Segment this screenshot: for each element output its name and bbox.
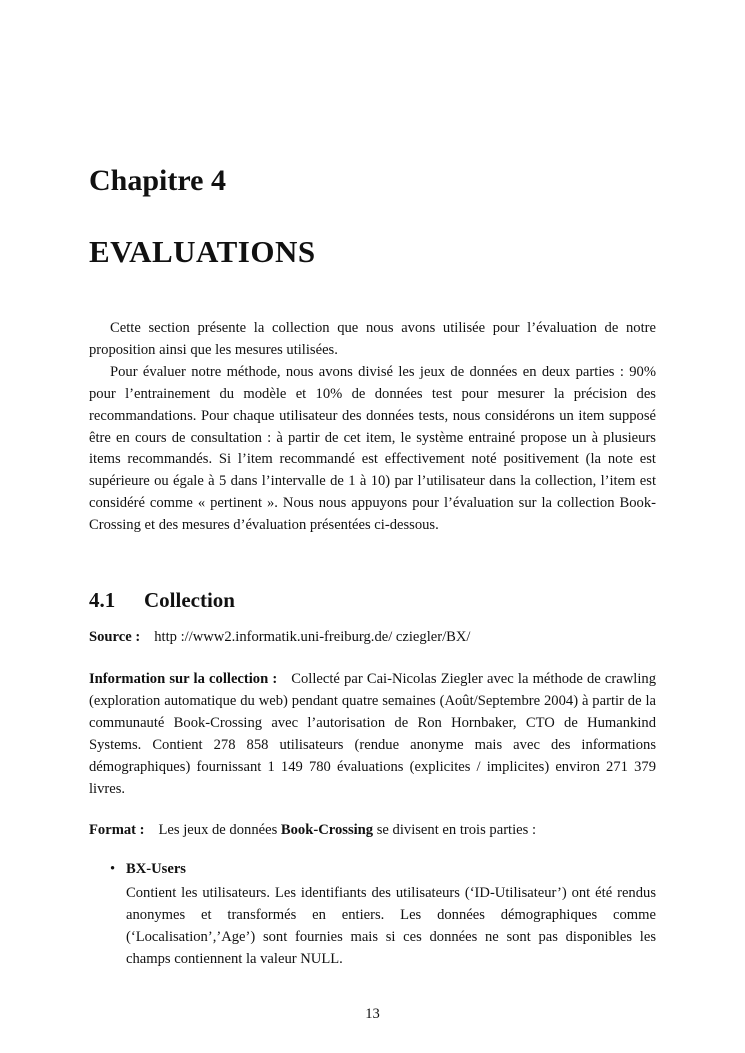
intro-paragraph-1: Cette section présente la collection que nous avons utilisée pour l’évaluation de notre proposition ainsi que les mesures utilisées. bbox=[89, 320, 656, 358]
source-line bbox=[89, 627, 656, 649]
intro-section bbox=[89, 318, 656, 537]
section-title: Collection bbox=[144, 588, 235, 612]
source-url: http ://www2.informatik.uni-freiburg.de/ cziegler/BX/ bbox=[154, 629, 471, 645]
format-text-before: Les jeux de données bbox=[158, 822, 281, 838]
format-text-after: se divisent en trois parties : bbox=[373, 822, 537, 838]
format-label: Format : bbox=[89, 822, 145, 838]
info-label: Information sur la collection : bbox=[89, 671, 278, 687]
chapter-title: EVALUATIONS bbox=[89, 234, 316, 269]
format-line bbox=[89, 820, 656, 842]
info-text: Collecté par Cai-Nicolas Ziegler avec la méthode de crawling (exploration automatique du web) pendant quatre semaines (Août/Septembre 2004) à partir de la communauté Book-Crossing avec l’autorisation de Ron Hornbaker, CTO de Humankind Systems. Contient 278 858 utilisateurs (rendue anonyme mais avec des informations démographiques) fournissant 1 149 780 évaluations (explicites / implicites) environ 271 379 livres. bbox=[89, 671, 656, 797]
bullet-heading bbox=[89, 858, 656, 880]
section-heading bbox=[89, 586, 235, 614]
bullet-title: BX-Users bbox=[126, 861, 186, 877]
intro-paragraph-2: Pour évaluer notre méthode, nous avons divisé les jeux de données en deux parties : 90% pour l’entrainement du modèle et 10% de données test pour mesurer la précision des recommandations. Pour chaque utilisateur des données tests, nous considérons un item supposé être en cours de consultation : à partir de cet item, le système entrainé propose un à plusieurs items recommandés. Si l’item recommandé est effectivement noté positivement (la note est supérieure ou égale à 5 dans l’intervalle de 1 à 10) par l’utilisateur dans la collection, l’item est considéré comme « pertinent ». Nous nous appuyons pour l’évaluation sur la collection Book-Crossing et des mesures d’évaluation présentées ci-dessous. bbox=[89, 363, 656, 534]
bullet-text: Contient les utilisateurs. Les identifiants des utilisateurs (‘ID-Utilisateur’) ont été rendus anonymes et transformés en entiers. Les données démographiques comme (‘Localisation’,’Age’) sont fournies mais si ces données ne sont pas disponibles les champs contiennent la valeur NULL. bbox=[126, 885, 656, 967]
chapter-label: Chapitre 4 bbox=[89, 164, 226, 197]
source-label: Source : bbox=[89, 629, 141, 645]
format-dataset-name: Book-Crossing bbox=[280, 822, 374, 838]
bullet-icon: • bbox=[110, 861, 116, 877]
section-number: 4.1 bbox=[89, 588, 116, 612]
collection-info bbox=[89, 669, 656, 800]
page-number: 13 bbox=[365, 1006, 380, 1022]
list-item bbox=[89, 858, 656, 970]
